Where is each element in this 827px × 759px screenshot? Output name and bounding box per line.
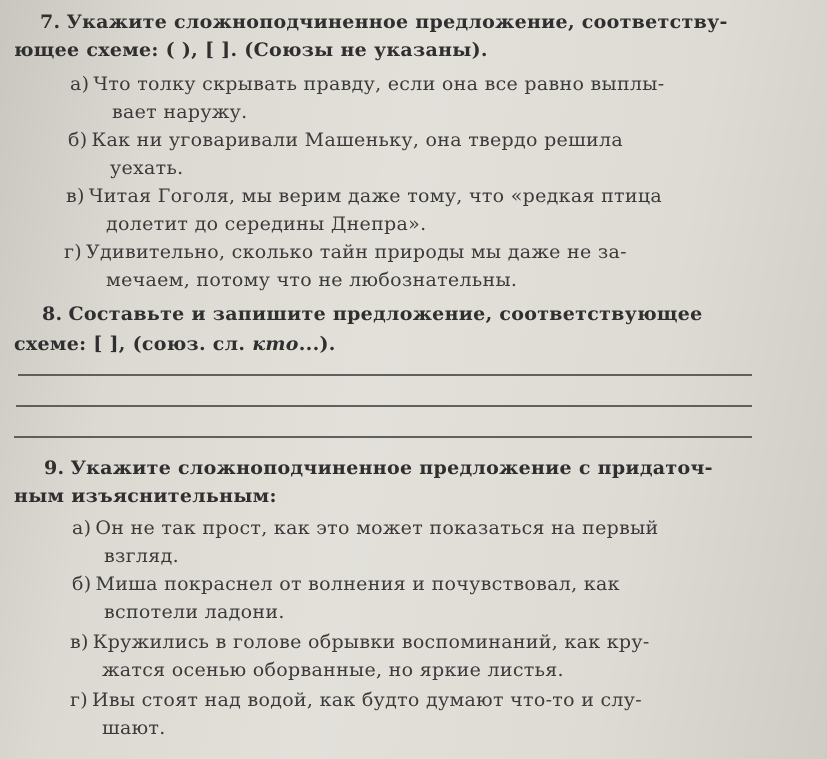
task7-title-line1 — [40, 10, 728, 34]
task7-option-b-line1 — [68, 128, 623, 152]
task9-option-b-line1 — [72, 572, 620, 596]
task9-title-line2: ным изъяснительным: — [14, 485, 277, 507]
task7-option-a-label: а) — [70, 73, 90, 95]
task9-option-g-line1 — [70, 688, 642, 712]
task9-option-b-text: Миша покраснел от волнения и почувствовал, как — [95, 573, 620, 595]
task8-scheme-end: ...). — [298, 333, 336, 355]
task7-option-v-text: Читая Гоголя, мы верим даже тому, что «редкая птица — [88, 185, 662, 207]
task9-option-b-line2: вспотели ладони. — [104, 601, 285, 623]
answer-line-3[interactable] — [14, 436, 752, 438]
task7-option-v-line2: долетит до середины Днепра». — [106, 213, 427, 235]
task9-option-a-label: а) — [72, 517, 92, 539]
task7-option-g-line2: мечаем, потому что не любознательны. — [106, 269, 518, 291]
task7-option-b-label: б) — [68, 129, 88, 151]
task9-option-b-label: б) — [72, 573, 92, 595]
task7-title-line2: ющее схеме: ( ), [ ]. (Союзы не указаны). — [14, 39, 488, 61]
task9-option-v-label: в) — [70, 631, 89, 653]
task7-option-b-line2: уехать. — [110, 157, 184, 179]
task8-conj-word: кто — [252, 333, 299, 355]
task7-option-a-line1 — [70, 72, 664, 96]
task7-option-a-text: Что толку скрывать правду, если она все равно выплы- — [93, 73, 665, 95]
task8-title-text: Составьте и запишите предложение, соответствующее — [68, 303, 703, 325]
task9-option-g-line2: шают. — [102, 717, 166, 739]
task7-option-g-text: Удивительно, сколько тайн природы мы даже не за- — [85, 241, 627, 263]
task9-title-line1 — [44, 456, 713, 480]
task7-option-g-label: г) — [64, 241, 82, 263]
task9-option-g-label: г) — [70, 689, 88, 711]
answer-line-1[interactable] — [18, 374, 752, 376]
task9-title-text: Укажите сложноподчиненное предложение с придаточ- — [70, 457, 713, 479]
task7-option-g-line1 — [64, 240, 627, 264]
task7-option-b-text: Как ни уговаривали Машеньку, она твердо решила — [91, 129, 624, 151]
task7-number: 7. — [40, 11, 61, 33]
answer-line-2[interactable] — [16, 405, 752, 407]
task9-option-a-line1 — [72, 516, 658, 540]
task9-number: 9. — [44, 457, 65, 479]
task8-title-line1 — [42, 302, 703, 326]
task9-option-v-line2: жатся осенью оборванные, но яркие листья. — [102, 659, 564, 681]
task7-option-a-line2: вает наружу. — [112, 101, 248, 123]
task8-number: 8. — [42, 303, 63, 325]
task9-option-a-line2: взгляд. — [104, 545, 179, 567]
task7-option-v-label: в) — [66, 185, 85, 207]
task9-option-a-text: Он не так прост, как это может показаться на первый — [95, 517, 659, 539]
task9-option-g-text: Ивы стоят над водой, как будто думают что-то и слу- — [91, 689, 643, 711]
task8-scheme-text: схеме: [ ], (союз. сл. — [14, 333, 253, 355]
task8-title-line2 — [14, 332, 336, 356]
task9-option-v-text: Кружились в голове обрывки воспоминаний, как кру- — [92, 631, 650, 653]
task7-title-text: Укажите сложноподчиненное предложение, соответству- — [66, 11, 728, 33]
task7-option-v-line1 — [66, 184, 662, 208]
task9-option-v-line1 — [70, 630, 650, 654]
